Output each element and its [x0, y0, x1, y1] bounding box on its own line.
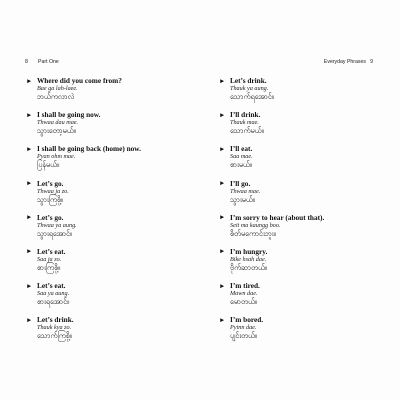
arrow-bullet-icon: ►	[219, 248, 226, 256]
phrase-burmese: ဗိုက်ဆာတယ်။	[230, 262, 268, 272]
phrase-transliteration: Thauk mae.	[230, 119, 259, 127]
arrow-bullet-icon: ►	[26, 214, 33, 222]
arrow-bullet-icon: ►	[26, 111, 33, 119]
phrase-english: I’ll go.	[230, 178, 251, 188]
phrase-transliteration: Thauk ya aung.	[230, 85, 269, 92]
arrow-bullet-icon: ►	[219, 145, 226, 153]
phrase-burmese: သောက်မယ်။	[230, 126, 264, 136]
phrase-english: I shall be going now.	[37, 110, 101, 120]
phrase-english: Let’s drink.	[37, 315, 74, 325]
phrase-english: Where did you come from?	[37, 76, 122, 85]
phrase-burmese: မောတယ်။	[230, 297, 258, 307]
phrase-entry	[219, 77, 384, 111]
phrase-entry	[219, 248, 384, 282]
page-number: 9	[370, 59, 373, 65]
phrase-transliteration: Thwaa dau mae.	[37, 119, 79, 127]
page-number: 8	[25, 59, 28, 65]
phrase-english: Let’s eat.	[37, 246, 66, 256]
section-title: Everyday Phrases	[323, 59, 366, 65]
phrase-transliteration: Saa ya aung.	[37, 290, 70, 298]
phrase-burmese: စားမယ်။	[230, 160, 253, 170]
arrow-bullet-icon: ►	[26, 145, 33, 153]
phrase-transliteration: Bike hsah dae.	[230, 255, 267, 263]
phrase-english: Let’s go.	[37, 212, 64, 222]
phrase-burmese: စိတ်မကောင်းဘူး။	[230, 228, 276, 238]
phrase-transliteration: Pyinn dae.	[230, 324, 257, 332]
phrase-list	[26, 77, 191, 351]
phrase-entry	[26, 282, 191, 316]
phrase-english: Let’s drink.	[230, 76, 267, 85]
phrase-transliteration: Thwaa ja zo.	[37, 187, 69, 195]
phrase-transliteration: Seit ma kaungg boo.	[230, 221, 281, 229]
arrow-bullet-icon: ►	[26, 77, 33, 85]
phrase-transliteration: Thwaa ya aung.	[37, 221, 77, 229]
phrase-list	[219, 77, 384, 351]
arrow-bullet-icon: ►	[219, 214, 226, 222]
section-title: Part One	[38, 59, 59, 65]
phrase-entry	[219, 282, 384, 316]
phrase-transliteration: Bae ga lah-laee.	[37, 85, 78, 92]
phrase-burmese: စားကြစို့။	[37, 262, 61, 272]
phrase-entry	[219, 214, 384, 248]
arrow-bullet-icon: ►	[219, 180, 226, 188]
phrase-entry	[26, 180, 191, 214]
phrase-entry	[26, 316, 191, 350]
phrase-english: I’ll eat.	[230, 144, 253, 154]
phrase-burmese: သောက်ကြစို့။	[37, 331, 73, 341]
arrow-bullet-icon: ►	[26, 282, 33, 290]
phrase-english: I’m tired.	[230, 281, 260, 291]
phrase-transliteration: Saa ja zo.	[37, 255, 62, 263]
phrase-entry	[26, 77, 191, 111]
phrase-entry	[219, 316, 384, 350]
phrase-english: Let’s go.	[37, 178, 64, 188]
phrase-burmese: ပျင်းတယ်။	[230, 331, 258, 341]
phrase-english: I’m sorry to hear (about that).	[230, 212, 325, 222]
phrase-transliteration: Thwaa mae.	[230, 187, 261, 195]
arrow-bullet-icon: ►	[26, 248, 33, 256]
phrase-transliteration: Pyan ohm mae.	[37, 153, 76, 161]
arrow-bullet-icon: ►	[219, 77, 226, 85]
arrow-bullet-icon: ►	[26, 316, 33, 324]
phrase-burmese: သွားရအောင်။	[37, 228, 73, 238]
phrase-transliteration: Mawn dae.	[230, 290, 258, 298]
phrase-entry	[26, 248, 191, 282]
phrase-english: I’ll drink.	[230, 110, 261, 120]
phrase-english: I’m bored.	[230, 315, 264, 325]
phrase-burmese: သွားကြစို့။	[37, 194, 64, 204]
arrow-bullet-icon: ►	[219, 316, 226, 324]
phrase-entry	[219, 180, 384, 214]
phrase-burmese: ဘယ်ကလာလဲ	[37, 92, 75, 101]
phrase-transliteration: Saa mae.	[230, 153, 253, 161]
phrase-entry	[219, 145, 384, 179]
arrow-bullet-icon: ►	[219, 282, 226, 290]
phrase-burmese: သွားတော့မယ်။	[37, 126, 76, 136]
phrase-transliteration: Thauk kya zo.	[37, 324, 72, 332]
right-page	[200, 0, 400, 400]
phrase-burmese: သောက်ရအောင်။	[230, 92, 275, 101]
phrase-english: Let’s eat.	[37, 281, 66, 291]
phrase-english: I’m hungry.	[230, 246, 268, 256]
arrow-bullet-icon: ►	[26, 180, 33, 188]
phrase-entry	[26, 145, 191, 179]
phrase-burmese: ပြန်မယ်။	[37, 160, 60, 170]
phrase-entry	[26, 214, 191, 248]
phrase-entry	[26, 111, 191, 145]
phrase-burmese: စားရအောင်။	[37, 297, 70, 307]
phrase-burmese: သွားမယ်။	[230, 194, 255, 204]
phrase-english: I shall be going back (home) now.	[37, 144, 141, 154]
phrase-entry	[219, 111, 384, 145]
arrow-bullet-icon: ►	[219, 111, 226, 119]
